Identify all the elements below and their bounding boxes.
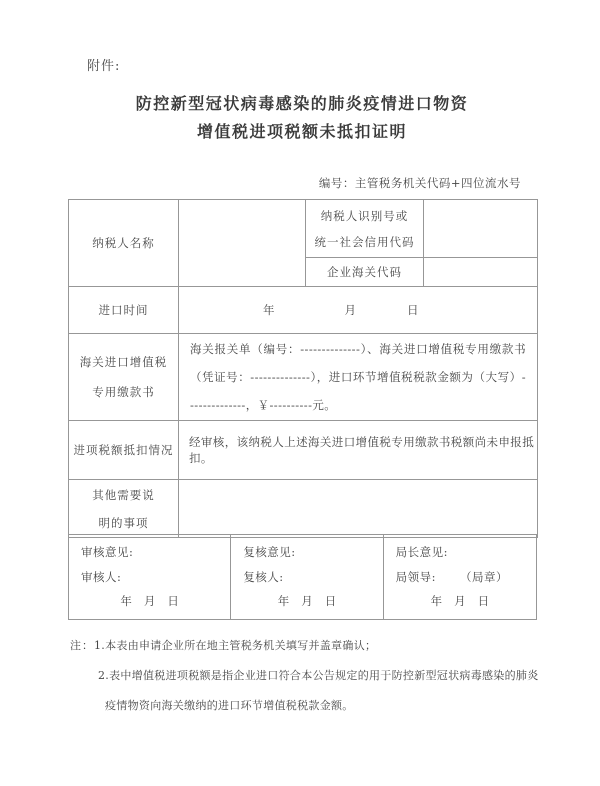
attachment-label: 附件: <box>87 59 121 74</box>
day-label: 日 <box>407 303 419 317</box>
review-opinion-label: 审核意见: <box>81 545 134 559</box>
year-label: 年 <box>263 303 275 317</box>
other-items-label-line-2: 明的事项 <box>98 515 149 530</box>
payment-doc-content-cell <box>179 334 538 421</box>
approval-section <box>68 534 537 620</box>
customs-code-value-cell <box>424 258 538 287</box>
form-title-line-1: 防控新型冠状病毒感染的肺炎疫情进口物资 <box>135 94 469 113</box>
payment-doc-declaration: 海关报关单（编号：--------------）、海关进口增值税专用缴款书（凭证号：--------------），进口环节增值税税款金额为（大写）--------------，￥----------元。 <box>190 342 526 412</box>
taxpayer-id-label-line-2: 统一社会信用代码 <box>314 234 415 249</box>
deduction-status-text: 经审核，该纳税人上述海关进口增值税专用缴款书税额尚未申报抵扣。 <box>189 435 535 465</box>
note-item-1 <box>70 631 548 661</box>
taxpayer-id-label <box>306 200 424 258</box>
bureau-seal-note: （局章） <box>460 569 509 584</box>
payment-doc-label <box>69 334 179 421</box>
year-label: 年 <box>277 594 290 608</box>
deduction-status-label: 进项税额抵扣情况 <box>69 421 179 480</box>
taxpayer-name-label: 纳税人名称 <box>69 200 179 287</box>
director-date-line <box>384 593 536 609</box>
year-label: 年 <box>430 594 443 608</box>
recheck-opinion-box <box>231 535 383 619</box>
note-2-text: 表中增值税进项税额是指企业进口符合本公告规定的用于防控新型冠状病毒感染的肺炎疫情物资向海关缴纳的进口环节增值税税款金额。 <box>105 669 539 712</box>
form-title-line-2: 增值税进项税额未抵扣证明 <box>196 122 407 141</box>
director-opinion-label: 局长意见: <box>395 545 449 559</box>
payment-doc-label-line-2: 专用缴款书 <box>92 385 155 399</box>
day-label: 日 <box>324 594 337 608</box>
review-opinion-box <box>69 535 231 619</box>
month-label: 月 <box>143 594 156 608</box>
review-date-line <box>69 593 230 609</box>
bureau-leader-label: 局领导: <box>395 569 437 584</box>
notes-marker: 注： <box>70 639 94 652</box>
note-1-number: 1. <box>94 639 106 652</box>
import-date-fields <box>179 302 537 318</box>
note-1-text: 本表由申请企业所在地主管税务机关填写并盖章确认； <box>105 639 377 652</box>
rechecker-label: 复核人: <box>243 569 284 584</box>
recheck-opinion-label: 复核意见: <box>243 545 296 559</box>
taxpayer-name-value-cell <box>179 200 306 287</box>
customs-code-label: 企业海关代码 <box>306 258 424 287</box>
day-label: 日 <box>477 594 490 608</box>
import-time-label: 进口时间 <box>69 287 179 334</box>
taxpayer-id-label-line-1: 纳税人识别号或 <box>320 208 409 223</box>
taxpayer-id-value-cell <box>424 200 538 258</box>
import-date-cell <box>179 287 538 334</box>
form-title <box>0 90 600 146</box>
month-label: 月 <box>454 594 466 608</box>
note-item-2 <box>98 661 549 721</box>
day-label: 日 <box>167 594 179 608</box>
payment-doc-label-line-1: 海关进口增值税 <box>79 355 168 369</box>
month-label: 月 <box>301 594 313 608</box>
form-table <box>68 199 538 538</box>
director-leader-line <box>384 569 536 585</box>
reviewer-label: 审核人: <box>81 569 122 584</box>
other-items-label-line-1: 其他需要说 <box>92 487 155 502</box>
month-label: 月 <box>344 303 356 317</box>
footnotes <box>70 631 548 721</box>
note-2-number: 2. <box>98 669 110 682</box>
other-items-value-cell <box>179 480 538 538</box>
year-label: 年 <box>120 594 132 608</box>
other-items-label <box>69 480 179 538</box>
recheck-date-line <box>231 593 382 609</box>
director-opinion-box <box>384 535 536 619</box>
serial-number-label: 编号：主管税务机关代码+四位流水号 <box>318 176 521 190</box>
deduction-status-content-cell <box>179 421 538 480</box>
